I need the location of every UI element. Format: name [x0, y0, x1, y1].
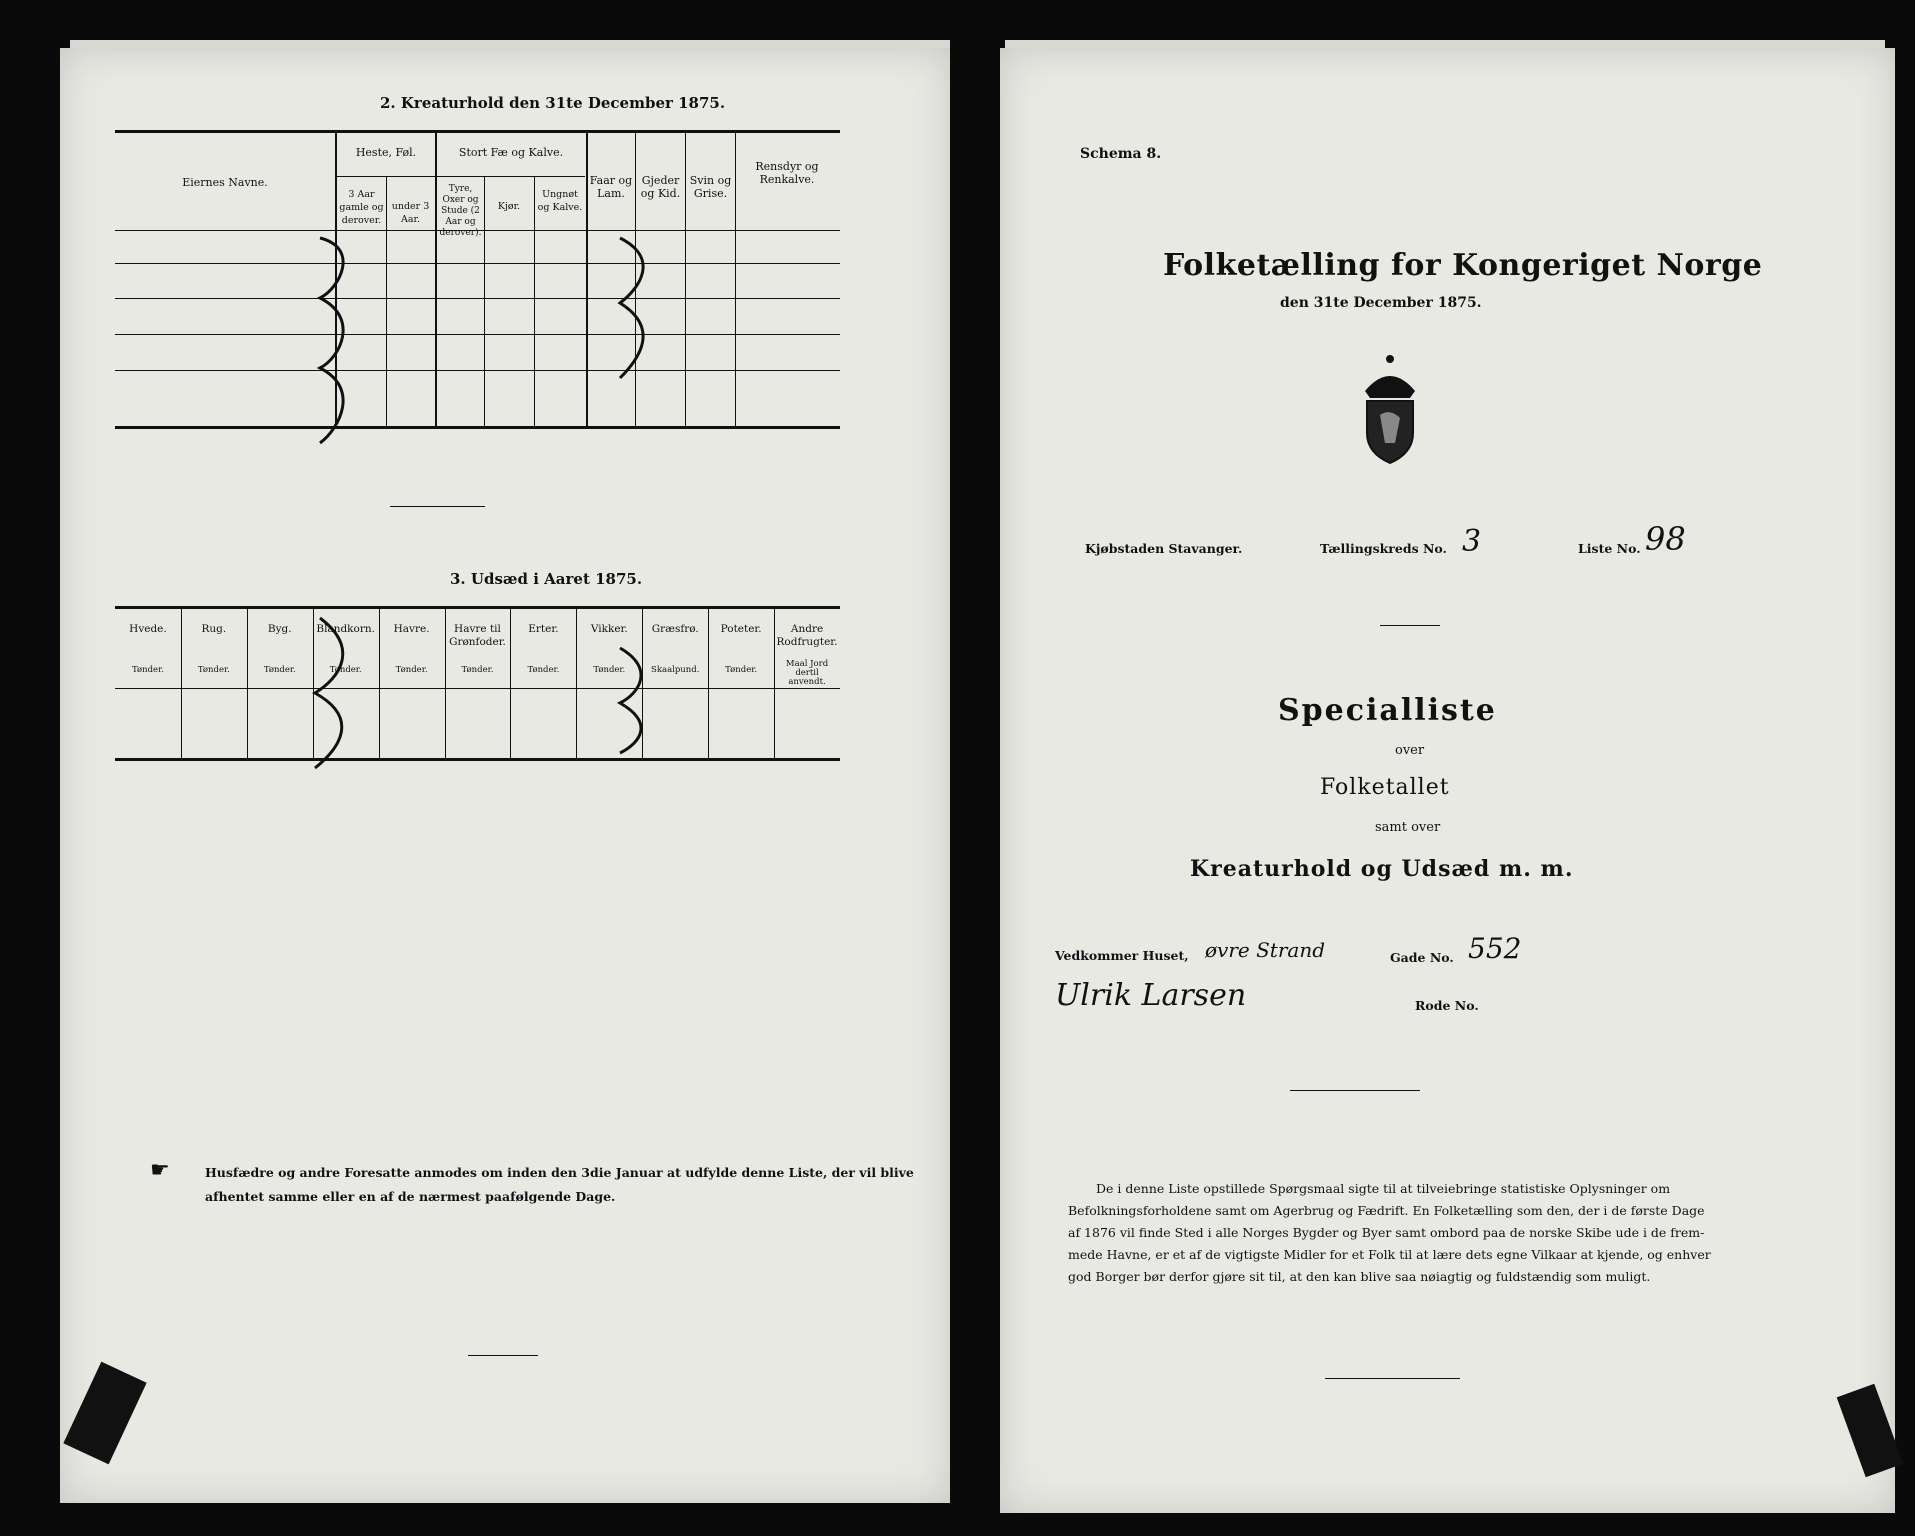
table3-col [379, 608, 380, 758]
header-stort-c: Ungnøt og Kalve. [537, 189, 583, 213]
kreds-label: Tællingskreds No. [1320, 541, 1447, 556]
right-page [1000, 48, 1895, 1513]
owner-value: Ulrik Larsen [1055, 978, 1247, 1013]
table3-col [576, 608, 577, 758]
separator [390, 506, 485, 507]
table3-header: Andre Rodfrugter. [776, 623, 838, 648]
notice-line-2: afhentet samme eller en af de nærmest paafølgende Dage. [205, 1189, 616, 1204]
table3-unit: Tønder. [725, 665, 758, 675]
pointing-hand-icon: ☛ [150, 1158, 170, 1183]
separator [1380, 625, 1440, 626]
gade-label: Gade No. [1390, 950, 1454, 965]
document-title: Folketælling for Kongeriget Norge [1163, 248, 1763, 283]
table3-unit: Tønder. [461, 665, 494, 675]
header-rensdyr: Rensdyr og Renkalve. [755, 160, 819, 186]
table3-col [181, 608, 182, 758]
table2-col [735, 132, 736, 426]
table3-header-rule [115, 688, 840, 689]
kreaturhold-heading: Kreaturhold og Udsæd m. m. [1190, 856, 1574, 882]
table3-header: Blandkorn. [316, 623, 375, 635]
schema-label: Schema 8. [1080, 146, 1162, 162]
explanation-paragraph [1068, 1178, 1711, 1288]
liste-label: Liste No. [1578, 541, 1641, 556]
header-gjeder: Gjeder og Kid. [640, 174, 681, 200]
table2-row-line [115, 263, 840, 264]
section2-title: 2. Kreaturhold den 31te December 1875. [380, 94, 726, 112]
table2-bottom-rule [115, 426, 840, 429]
table3-header: Havre. [393, 623, 430, 635]
table3-col [510, 608, 511, 758]
header-faar: Faar og Lam. [589, 174, 633, 200]
table3-unit: Tønder. [527, 665, 560, 675]
binder-tab [63, 1362, 146, 1465]
document-date: den 31te December 1875. [1280, 295, 1482, 311]
separator [1325, 1378, 1460, 1379]
header-stort: Stort Fæ og Kalve. [458, 146, 564, 159]
paragraph-line: god Borger bør derfor gjøre sit til, at den kan blive saa nøiagtig og fuldstændig som muligt. [1068, 1269, 1651, 1284]
separator [1290, 1090, 1420, 1091]
section3-title: 3. Udsæd i Aaret 1875. [450, 570, 643, 588]
header-owner: Eiernes Navne. [182, 176, 268, 189]
table2-row-line [115, 298, 840, 299]
table3-header: Hvede. [129, 623, 167, 635]
table3-unit: Tønder. [329, 665, 362, 675]
left-page [60, 48, 950, 1503]
rode-label: Rode No. [1415, 998, 1479, 1013]
header-stort-b: Kjør. [497, 201, 521, 212]
street-value: øvre Strand [1205, 938, 1325, 962]
table3-col [445, 608, 446, 758]
header-heste: Heste, Føl. [355, 146, 417, 159]
brace-mark [600, 228, 680, 428]
over-text: over [1395, 743, 1425, 758]
notice-line-1: Husfædre og andre Foresatte anmodes om inden den 3die Januar at udfylde denne Liste, der vil blive [205, 1165, 914, 1180]
table3-header: Byg. [267, 623, 292, 635]
header-stort-a: Tyre, Oxer og Stude (2 Aar og derover). [439, 184, 482, 238]
table3-col [313, 608, 314, 758]
table3-col [247, 608, 248, 758]
coat-of-arms-icon [1355, 353, 1425, 468]
header-heste-a: 3 Aar gamle og derover. [339, 189, 384, 226]
table3-header: Poteter. [720, 623, 762, 635]
table2-top-rule [115, 130, 840, 133]
table3-header: Havre til Grønfoder. [449, 623, 506, 648]
table3-unit: Tønder. [263, 665, 296, 675]
table3-unit: Maal Jord dertil anvendt. [785, 659, 829, 687]
header-svin: Svin og Grise. [689, 174, 732, 200]
table3-top-rule [115, 606, 840, 609]
paragraph-line: mede Havne, er et af de vigtigste Midler for et Folk til at lære dets egne Vilkaar at kjende, og enhver [1068, 1247, 1711, 1262]
table3-unit: Tønder. [395, 665, 428, 675]
brace-mark [300, 228, 410, 478]
binder-tab [1837, 1384, 1904, 1478]
table2-subheader-rule [337, 176, 585, 177]
kjobstad-label: Kjøbstaden Stavanger. [1085, 541, 1243, 556]
table3-header: Vikker. [590, 623, 628, 635]
table2-row-line [115, 334, 840, 335]
paragraph-line: De i denne Liste opstillede Spørgsmaal sigte til at tilveiebringe statistiske Oplysninger om [1096, 1181, 1671, 1196]
samt-over-text: samt over [1375, 820, 1441, 835]
folketallet-heading: Folketallet [1320, 775, 1450, 800]
liste-value: 98 [1645, 520, 1686, 558]
header-heste-b: under 3 Aar. [391, 201, 430, 225]
separator [468, 1355, 538, 1356]
table2-row-line [115, 370, 840, 371]
table3-unit: Skaalpund. [651, 665, 700, 675]
table3-col [774, 608, 775, 758]
brace-mark [600, 638, 680, 768]
paragraph-line: af 1876 vil finde Sted i alle Norges Bygder og Byer samt ombord paa de norske Skibe ude i de frem- [1068, 1225, 1705, 1240]
table2-col [484, 176, 485, 426]
huset-label: Vedkommer Huset, [1055, 948, 1189, 963]
kreds-value: 3 [1462, 524, 1482, 559]
table3-header: Græsfrø. [651, 623, 699, 635]
table3-header: Erter. [528, 623, 559, 635]
specialliste-heading: Specialliste [1278, 693, 1497, 728]
table3-col [708, 608, 709, 758]
table3-header: Rug. [201, 623, 227, 635]
table3-bottom-rule [115, 758, 840, 761]
table3-unit: Tønder. [132, 665, 164, 675]
paragraph-line: Befolkningsforholdene samt om Agerbrug og Fædrift. En Folketælling som den, der i de første Dage [1068, 1203, 1705, 1218]
gade-value: 552 [1468, 932, 1522, 965]
table2-col [685, 132, 686, 426]
table3-col [642, 608, 643, 758]
table3-unit: Tønder. [593, 665, 626, 675]
table3-unit: Tønder. [197, 665, 230, 675]
